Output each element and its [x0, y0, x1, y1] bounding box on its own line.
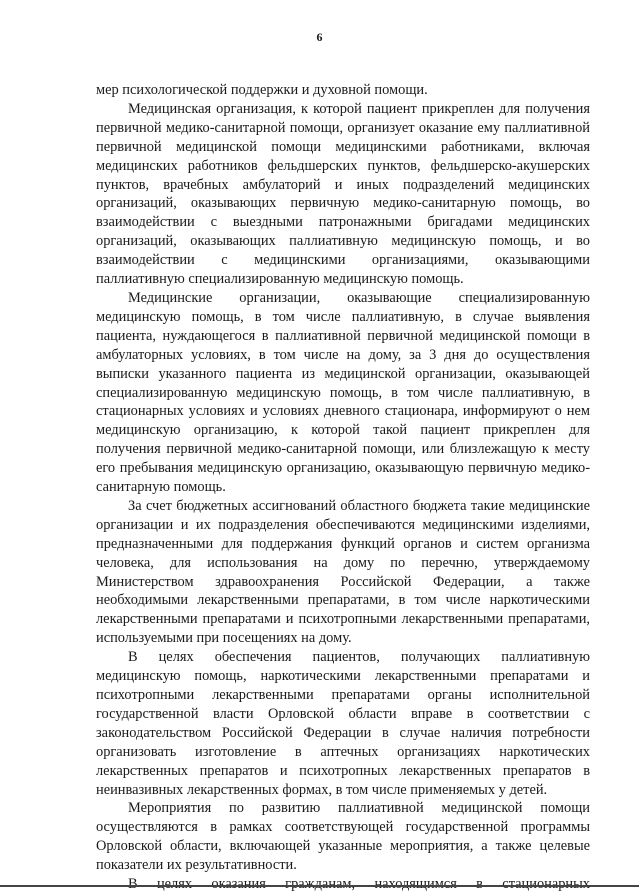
paragraph-primary-care-organization: Медицинская организация, к которой пациент прикреплен для получения первичной медико-санитарной помощи, организует оказание ему паллиативной первичной медицинской помощи медицинскими работниками, включая медицинских работников фельдшерских пунктов, фельдшерско-акушерских пунктов, врачебных амбулаторий и иных подразделений медицинских организаций, оказывающих первичную медико-санитарную помощь, во взаимодействии с выездными патронажными бригадами медицинских организаций, оказывающих паллиативную медицинскую помощь, и во взаимодействии с медицинскими организациями, оказывающими паллиативную специализированную медицинскую помощь. — [96, 100, 590, 288]
bottom-divider — [0, 885, 639, 887]
paragraph-narcotic-drugs: В целях обеспечения пациентов, получающих паллиативную медицинскую помощь, наркотическими лекарственными препаратами и психотропными лекарственными препаратами органы исполнительной государственной власти Орловской области вправе в соответствии с законодательством Российской Федерации в случае наличия потребности организовать изготовление в аптечных организациях наркотических лекарственных препаратов и психотропных лекарственных препаратов в неинвазивных лекарственных формах, в том числе применяемых у детей. — [96, 649, 590, 798]
page-number: 6 — [316, 30, 323, 44]
document-body — [96, 81, 590, 894]
paragraph-continuation: мер психологической поддержки и духовной помощи. — [96, 82, 428, 98]
paragraph-budget-funding: За счет бюджетных ассигнований областного бюджета такие медицинские организации и их подразделения обеспечиваются медицинскими изделиями, предназначенными для поддержания функций органов и систем организма человека, для использования на дому по перечню, утверждаемому Министерством здравоохранения Российской Федерации, а также необходимыми лекарственными препаратами, в том числе наркотическими лекарственными препаратами и психотропными лекарственными препаратами, используемыми при посещениях на дому. — [96, 497, 590, 647]
paragraph-specialized-organizations: Медицинские организации, оказывающие специализированную медицинскую помощь, в том числе паллиативную, в случае выявления пациента, нуждающегося в паллиативной первичной медицинской помощи в амбулаторных условиях, в том числе на дому, за 3 дня до осуществления выписки указанного пациента из медицинской организации, оказывающей специализированную медицинскую помощь, в том числе паллиативную, в стационарных условиях и условиях дневного стационара, информируют о нем медицинскую организацию, к которой такой пациент прикреплен для получения первичной медико-санитарной помощи, или близлежащую к месту его пребывания медицинскую организацию, оказывающую первичную медико-санитарную помощь. — [96, 289, 590, 496]
paragraph-development-measures: Мероприятия по развитию паллиативной медицинской помощи осуществляются в рамках соответствующей государственной программы Орловской области, включающей указанные мероприятия, а также целевые показатели их результативности. — [96, 800, 590, 874]
